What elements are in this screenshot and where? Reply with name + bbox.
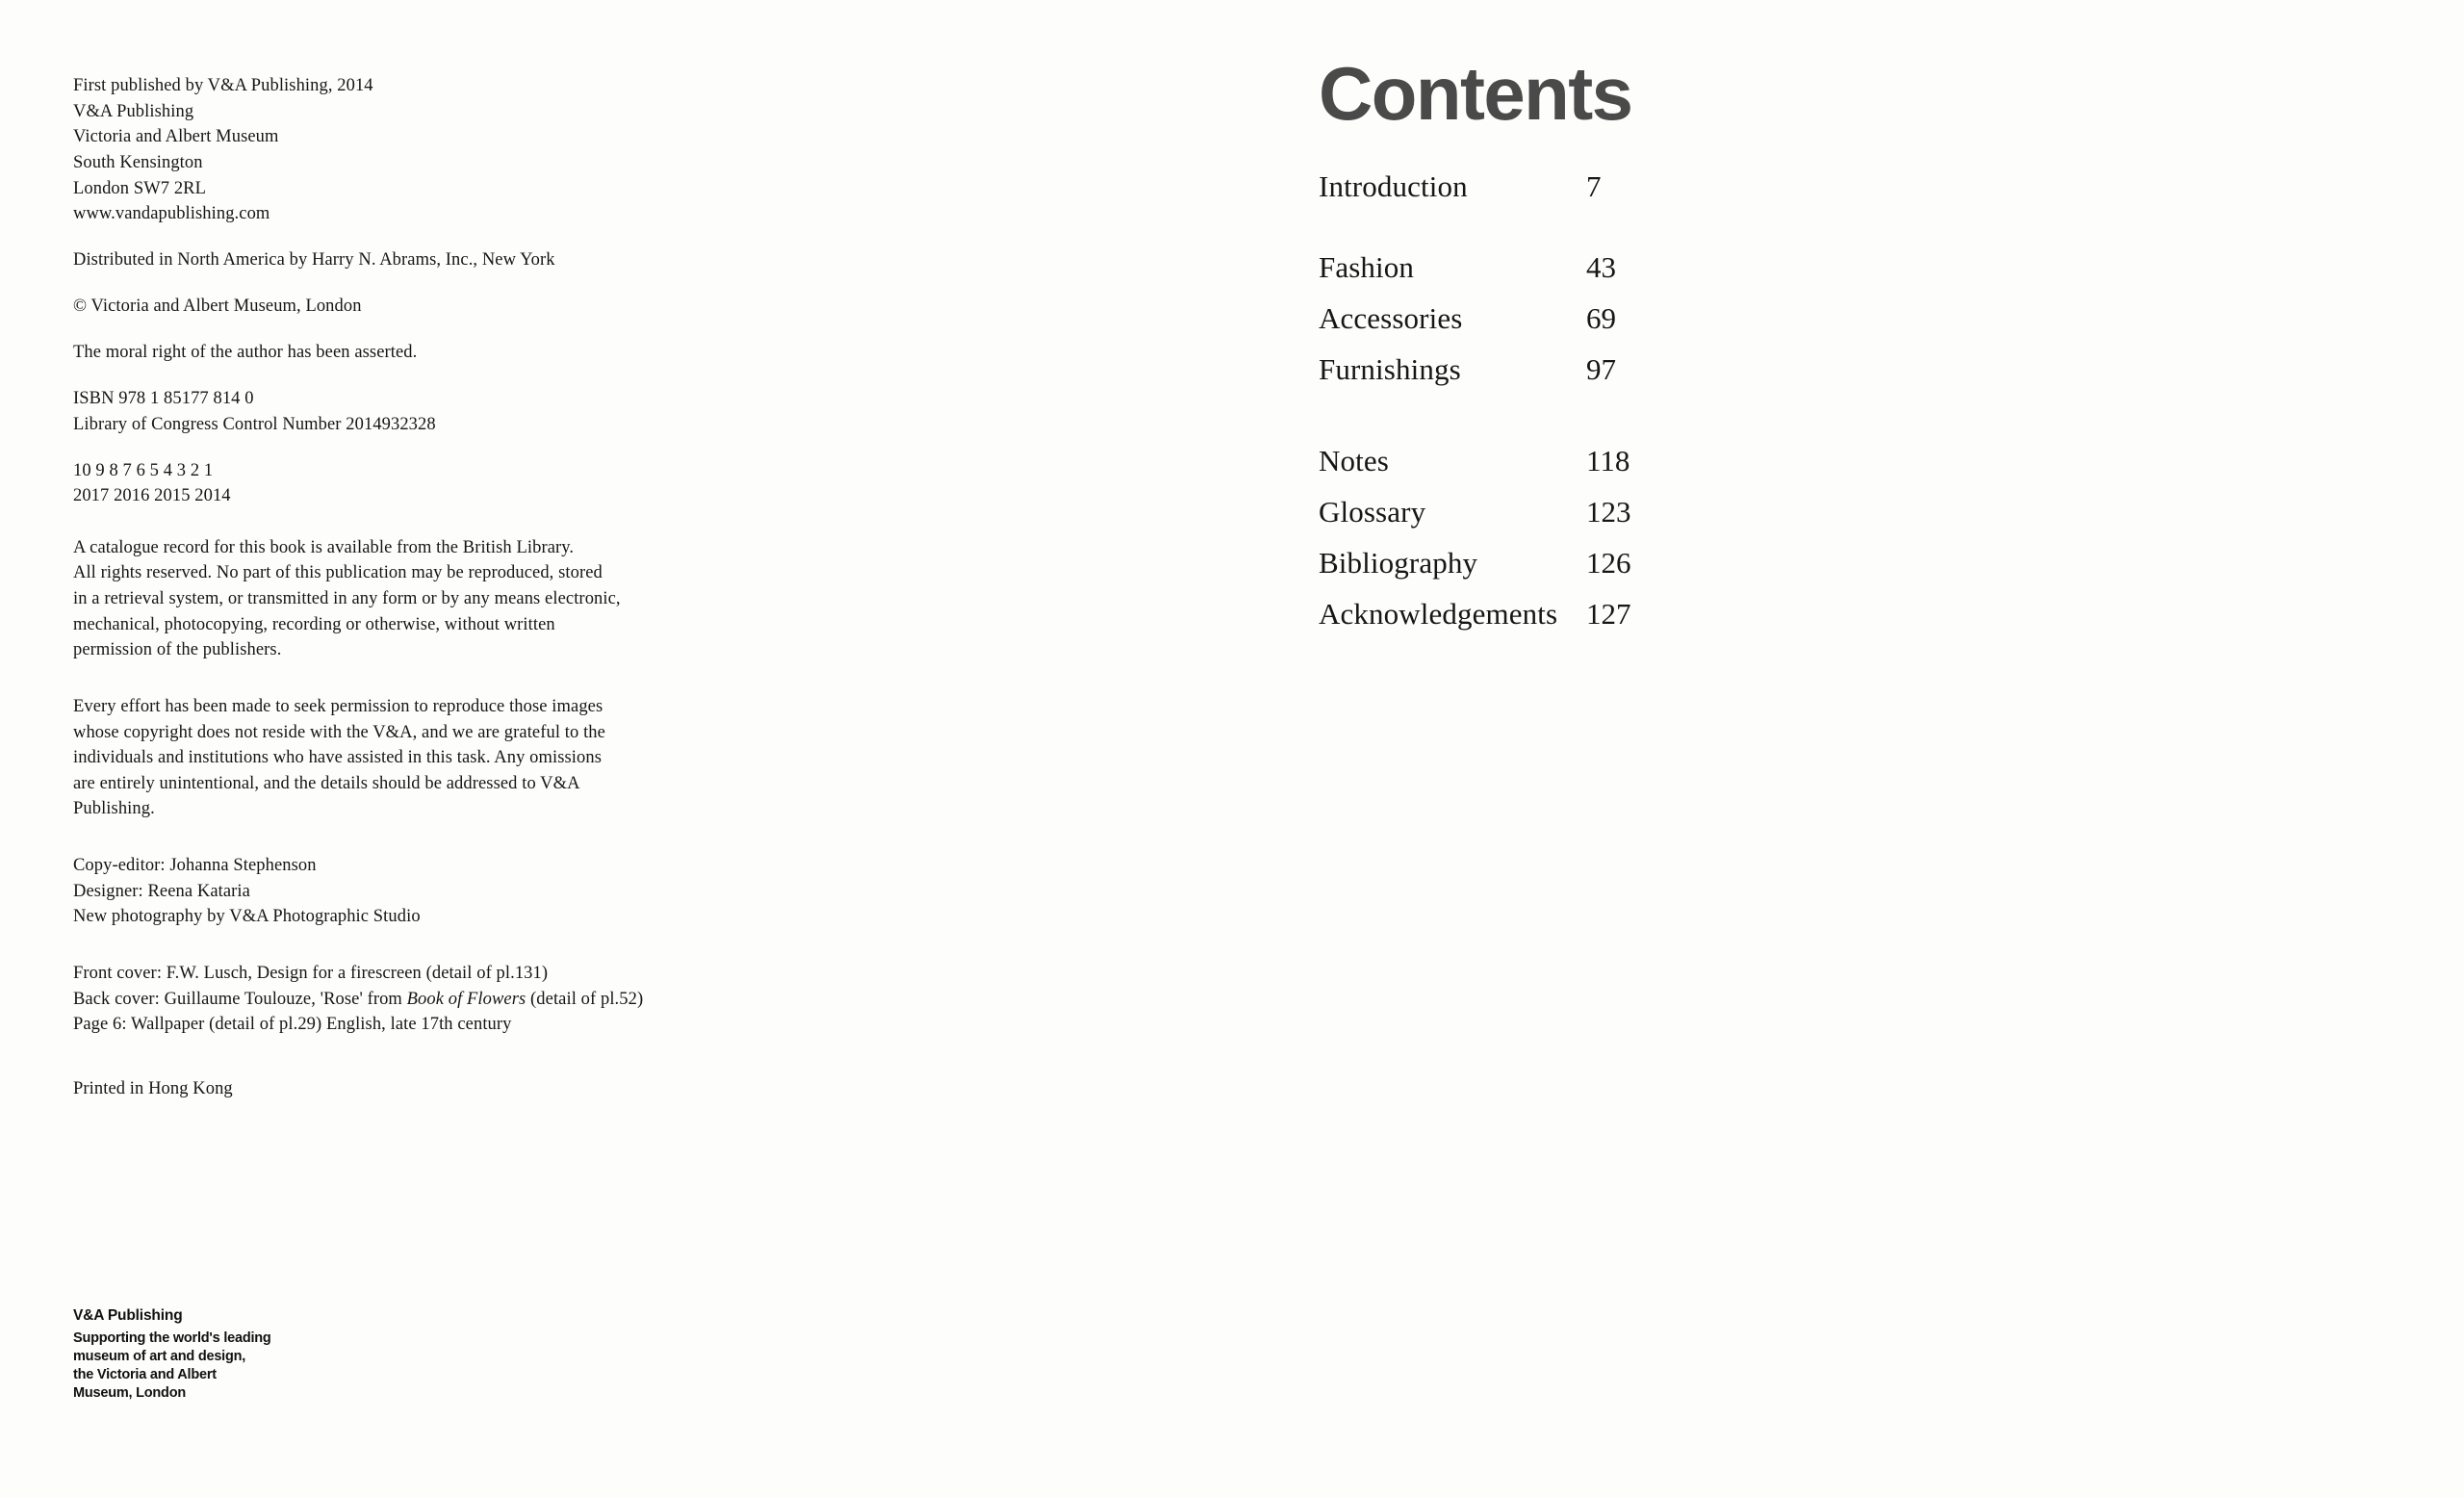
- toc-entry-label: Acknowledgements: [1319, 597, 1558, 631]
- moral-right-block: [73, 340, 747, 366]
- va-publishing-logo: [73, 1307, 420, 1404]
- toc-entry-accessories[interactable]: [1319, 303, 1694, 333]
- toc-entry-label: Bibliography: [1319, 546, 1478, 580]
- permissions-line: Publishing.: [73, 799, 155, 819]
- toc-entry-label: Accessories: [1319, 301, 1463, 335]
- rights-line: All rights reserved. No part of this publication may be reproduced, stored: [73, 563, 603, 583]
- va-strapline-line: Supporting the world's leading: [73, 1330, 271, 1346]
- printed-in-line: Printed in Hong Kong: [73, 1078, 233, 1098]
- toc-entry-page: 69: [1586, 301, 1616, 335]
- toc-entry-page: 118: [1586, 444, 1630, 477]
- toc-entry-page: 7: [1586, 169, 1602, 203]
- publisher-address-line: South Kensington: [73, 152, 203, 172]
- toc-entry-page: 97: [1586, 352, 1616, 386]
- permissions-note-block: [73, 694, 747, 822]
- toc-entry-label: Furnishings: [1319, 352, 1461, 386]
- toc-entry-label: Introduction: [1319, 169, 1468, 203]
- impression-years: 2017 2016 2015 2014: [73, 486, 231, 506]
- distributor-block: [73, 247, 747, 273]
- page-six-credit: Page 6: Wallpaper (detail of pl.29) English, late 17th century: [73, 1015, 512, 1035]
- va-strapline-line: Museum, London: [73, 1385, 186, 1402]
- toc-entry-page: 127: [1586, 597, 1631, 631]
- va-strapline-line: museum of art and design,: [73, 1349, 246, 1365]
- toc-entry-bibliography[interactable]: [1319, 548, 1694, 578]
- publisher-address-line: London SW7 2RL: [73, 178, 206, 198]
- rights-line: mechanical, photocopying, recording or otherwise, without written: [73, 614, 555, 634]
- permissions-line: individuals and institutions who have assisted in this task. Any omissions: [73, 748, 602, 768]
- toc-entry-label: Notes: [1319, 444, 1389, 477]
- toc-entry-page: 43: [1586, 250, 1616, 284]
- toc-entry-page: 123: [1586, 495, 1631, 529]
- isbn-line: ISBN 978 1 85177 814 0: [73, 389, 254, 409]
- toc-entry-furnishings[interactable]: [1319, 354, 1694, 384]
- copyright-line: © Victoria and Albert Museum, London: [73, 296, 362, 316]
- toc-entry-notes[interactable]: [1319, 446, 1694, 476]
- imprint-page: [73, 73, 747, 1123]
- copyright-block: [73, 294, 747, 320]
- moral-right-line: The moral right of the author has been asserted.: [73, 343, 418, 363]
- rights-line: in a retrieval system, or transmitted in any form or by any means electronic,: [73, 589, 621, 609]
- toc-entry-label: Fashion: [1319, 250, 1415, 284]
- impression-numbers: 10 9 8 7 6 5 4 3 2 1: [73, 460, 214, 480]
- table-of-contents: [1319, 171, 1694, 629]
- publisher-address-line: V&A Publishing: [73, 101, 194, 121]
- toc-entry-page: 126: [1586, 546, 1631, 580]
- credits-block: [73, 853, 747, 930]
- toc-entry-fashion[interactable]: [1319, 252, 1694, 282]
- rights-line: A catalogue record for this book is available from the British Library.: [73, 537, 575, 557]
- permissions-line: are entirely unintentional, and the details should be addressed to V&A: [73, 773, 580, 793]
- permissions-line: whose copyright does not reside with the V&A, and we are grateful to the: [73, 722, 605, 742]
- back-cover-credit: Back cover: Guillaume Toulouze, 'Rose' from Book of Flowers (detail of pl.52): [73, 989, 644, 1009]
- printed-in-block: [73, 1076, 747, 1102]
- distributor-line: Distributed in North America by Harry N. Abrams, Inc., New York: [73, 249, 555, 270]
- publisher-website: www.vandapublishing.com: [73, 204, 270, 224]
- toc-entry-label: Glossary: [1319, 495, 1426, 529]
- toc-entry-acknowledgements[interactable]: [1319, 599, 1694, 629]
- loc-number-line: Library of Congress Control Number 2014932328: [73, 414, 436, 434]
- va-publishing-name: V&A Publishing: [73, 1307, 183, 1324]
- printing-numbers-block: [73, 458, 747, 509]
- toc-entry-glossary[interactable]: [1319, 497, 1694, 527]
- permissions-line: Every effort has been made to seek permission to reproduce those images: [73, 696, 603, 716]
- rights-reserved-block: [73, 535, 747, 663]
- toc-entry-introduction[interactable]: [1319, 171, 1694, 201]
- cover-credits-block: [73, 961, 747, 1038]
- publisher-address-line: Victoria and Albert Museum: [73, 127, 279, 147]
- isbn-block: [73, 386, 747, 437]
- publisher-address-block: [73, 73, 747, 227]
- va-strapline-line: the Victoria and Albert: [73, 1367, 217, 1383]
- designer-credit: Designer: Reena Kataria: [73, 881, 250, 901]
- contents-title: Contents: [1319, 51, 1632, 136]
- front-cover-credit: Front cover: F.W. Lusch, Design for a firescreen (detail of pl.131): [73, 963, 549, 983]
- copy-editor-credit: Copy-editor: Johanna Stephenson: [73, 856, 317, 876]
- photography-credit: New photography by V&A Photographic Studio: [73, 907, 421, 927]
- rights-line: permission of the publishers.: [73, 640, 282, 660]
- publisher-address-line: First published by V&A Publishing, 2014: [73, 76, 373, 95]
- va-publishing-strapline: [73, 1329, 420, 1404]
- contents-page: [1319, 51, 1992, 650]
